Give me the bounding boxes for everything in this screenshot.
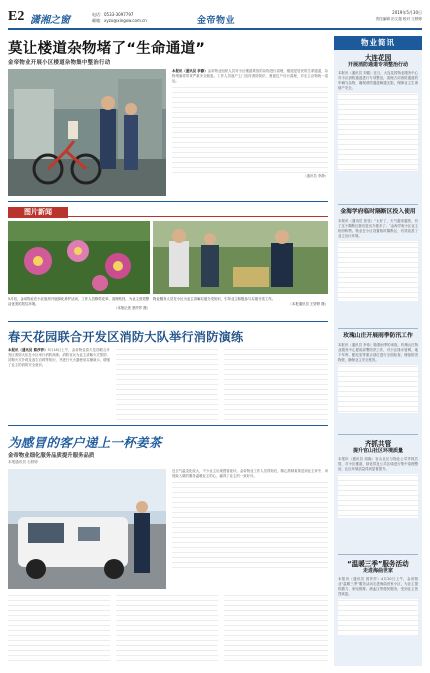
flower-caption <box>8 297 150 311</box>
flower-photo <box>8 221 150 294</box>
lead-body-continued <box>172 86 328 174</box>
lead-body <box>172 69 328 84</box>
sidebar-item-continued <box>338 93 418 171</box>
hotline: 0533-3097797 <box>104 12 134 17</box>
thanks-col3 <box>224 594 328 664</box>
sidebar-divider <box>338 328 418 329</box>
sidebar-title: 物业简讯 <box>361 38 395 47</box>
fire-drill-body-text: 5月18日上午，金帝物业春天花园联合开发区消防大队在小区举行消防演练。消防官兵为业主讲解火灾预防、初期火灾扑救及逃生自救等知识，并进行灭火器使用实操演示，增强了业主的消防安全意识。 <box>8 348 110 368</box>
sidebar-item-body: 本报讯（通讯员 张莹）“太好了，天气越来越热，有了这个隔断区我们进出方便多了。”金海学府小区业主纷纷称赞。物业在小区设置临时隔断区，有效改善了业主出行环境。 <box>338 219 418 238</box>
page-letter: E2 <box>8 9 25 24</box>
email-label: 邮箱： <box>92 18 104 23</box>
service-photo <box>153 221 328 294</box>
fire-drill-rule <box>8 425 328 426</box>
sidebar-item-title: 大连花园 <box>364 54 392 62</box>
sidebar-item <box>338 208 418 326</box>
sidebar-item-title: “温暖三季”服务活动 <box>347 560 409 568</box>
sidebar <box>334 36 422 666</box>
thanks-subhead: 金帝物业细化服务品质提升服务品质 <box>8 453 95 459</box>
sidebar-item-body: 本报讯（通讯员 刘健）近日，大连花园物业服务中心对小区消防通道进行专项整治，清理占用消防通道的车辆与杂物，确保消防通道畅通无阻，保障业主生命财产安全。 <box>338 71 418 90</box>
sidebar-item <box>338 54 418 200</box>
thanks-body-continued <box>172 481 328 569</box>
photo-news-bar <box>68 216 328 217</box>
masthead-rule <box>8 28 422 30</box>
fire-drill-col2 <box>116 348 218 420</box>
lead-photo <box>8 69 166 196</box>
lead-byline: 本报讯（通讯员 李静） <box>172 69 208 73</box>
sidebar-item-continued <box>338 241 418 301</box>
thanks-bottom-columns <box>8 594 328 666</box>
thanks-photo <box>8 469 166 589</box>
fire-drill-headline: 春天花园联合开发区消防大队举行消防演练 <box>8 330 244 344</box>
sidebar-item-body: 本报讯（通讯员 李伟）随着雨季的来临，玫瑰山庄物业服务中心提前部署防汛工作，对小区排水管网、地下车库、配电室等重点部位进行全面检查，储备防汛物资，确保业主安全度汛。 <box>338 343 418 362</box>
lead-rule <box>8 201 328 202</box>
service-caption-credit: （本报通讯员 王婷婷 摄） <box>288 301 328 306</box>
sidebar-item-body: 本报讯（通讯员 郭莎莎）4月20日上午，金帝物业“温暖三季”服务活动走进海曲世家小区，为业主提供磨刀、家电维修、测血压等便民服务，受到业主热烈欢迎。 <box>338 577 418 596</box>
fire-drill-col3 <box>224 348 328 420</box>
flower-caption-credit: （本报记者 蔡莎莎 摄） <box>113 306 150 311</box>
fire-drill-body <box>8 348 110 368</box>
section-title: 金帝物业 <box>197 16 236 26</box>
service-caption <box>153 297 328 306</box>
thanks-col1 <box>8 594 110 664</box>
sidebar-item-subtitle: 开展消防通道专项整治行动 <box>347 62 408 68</box>
thanks-headline: 为感冒的客户递上一杯姜茶 <box>8 435 162 450</box>
photo-news-title: 图片新闻 <box>24 208 52 216</box>
lead-article <box>172 69 328 196</box>
edit-line: 责任编辑 田文超 校对 王婷婷 <box>375 17 422 21</box>
lead-credit: （通讯员 李静） <box>303 174 328 179</box>
sidebar-item-title: 金海学府临时隔断区投入使用 <box>340 209 416 215</box>
thanks-body: 近日气温变化较大，不少业主出现感冒症状。金帝物业工作人员得知后，精心熬制姜茶送到业主家中，用细致入微的服务温暖业主的心，赢得了业主的一致好评。 <box>172 469 328 479</box>
sidebar-item-title: 玫瑰山庄开展雨季防汛工作 <box>343 333 413 339</box>
sidebar-item-subtitle: 提升官山社区环境质量 <box>352 448 403 454</box>
sidebar-item-continued <box>338 474 418 518</box>
hotline-label: 电话： <box>92 12 104 17</box>
lead-body-text: 金帝物业组织人员对小区楼道堆放的杂物进行清理，楼道是居民的生命通道，杂物堵塞将带来严重安全隐患。工作人员逐户上门宣传消防知识，督促住户自行清理，对无主杂物统一清运。 <box>172 69 328 84</box>
contact-info <box>92 12 147 24</box>
fire-drill-article <box>8 348 328 422</box>
sidebar-divider <box>338 204 418 205</box>
sidebar-item <box>338 440 418 550</box>
thanks-byline: 本报通讯员 石婷婷 <box>8 460 38 464</box>
photo-news-label <box>8 207 68 218</box>
date: 2019年5月30日 <box>392 10 422 15</box>
masthead <box>8 8 422 30</box>
sidebar-item-body: 本报讯（通讯员 周晓）官山社区与物业公司齐抓共管，对小区楼道、绿化带及公共区域进行集中清理整治，社区环境质量得到显著提升。 <box>338 457 418 471</box>
sidebar-header <box>334 36 422 50</box>
sidebar-item <box>338 560 418 662</box>
sidebar-item-subtitle: 走进海曲世家 <box>362 568 393 574</box>
service-caption-text: 物业服务人员在小区为业主讲解垃圾分类知识，引导业主积极参与垃圾分类工作。 <box>153 297 276 301</box>
fire-drill-byline: 本报讯（通讯员 蔡莎莎） <box>8 348 48 352</box>
thanks-article <box>172 469 328 589</box>
sidebar-item-continued <box>338 365 418 413</box>
lead-headline: 莫让楼道杂物堵了“生命通道” <box>8 41 206 57</box>
sidebar-divider <box>338 434 418 435</box>
sidebar-item-continued <box>338 599 418 635</box>
sidebar-item-title: 齐抓共管 <box>364 440 392 448</box>
flower-caption-text: 5月初，金帝物业在小区组织开展绿化养护活动，工作人员修剪花草、清理枯枝，为业主营造整洁优美的居住环境。 <box>8 297 150 306</box>
thanks-col2 <box>116 594 218 664</box>
lead-subhead: 金帝物业开展小区楼道杂物集中整治行动 <box>8 60 111 66</box>
photo-news-rule <box>8 321 328 322</box>
sidebar-divider <box>338 554 418 555</box>
paper-name: 潇湘之窗 <box>30 15 70 26</box>
sidebar-item <box>338 332 418 432</box>
email: xyzx@xingxw.com.cn <box>104 18 147 23</box>
